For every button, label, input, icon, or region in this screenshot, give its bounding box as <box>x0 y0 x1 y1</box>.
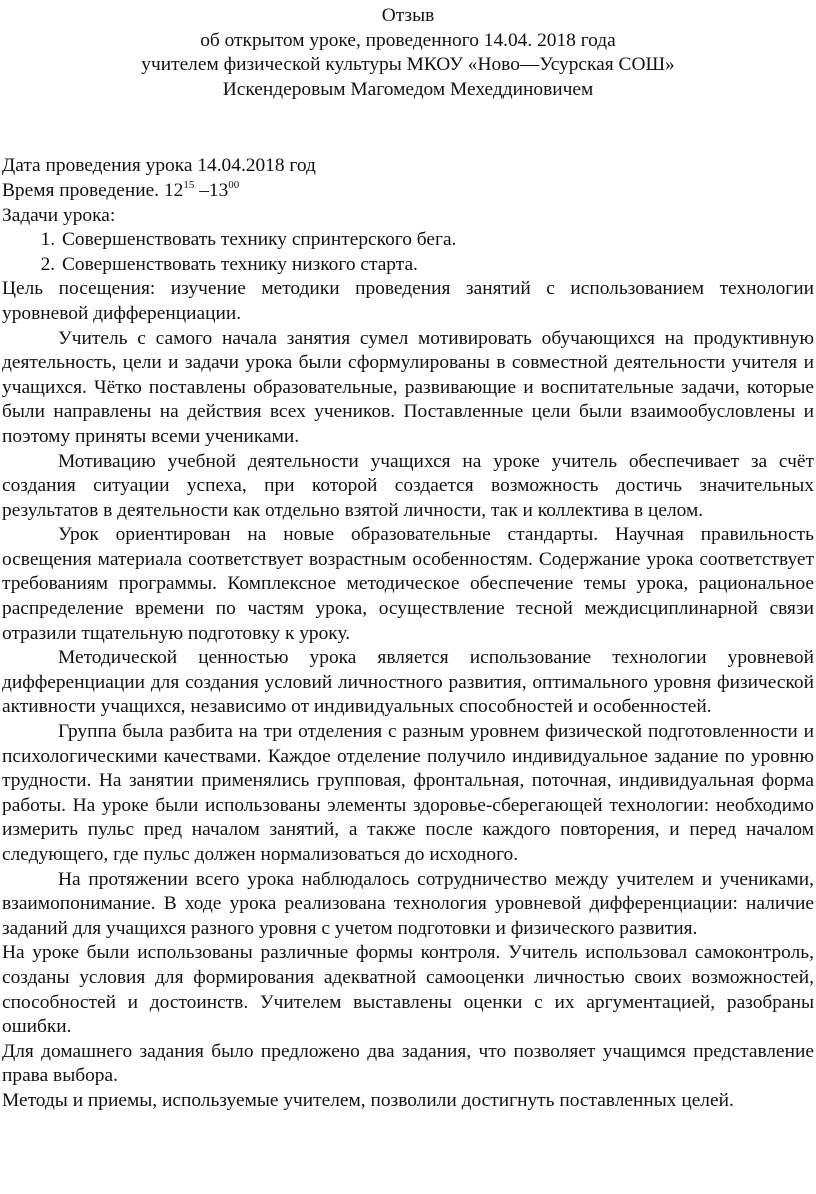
header-teacher-line: учителем физической культуры МКОУ «Ново—Усурская СОШ» <box>141 54 675 76</box>
lesson-time-end-minutes: 00 <box>228 178 240 191</box>
lesson-task-item: 1. Совершенствовать технику спринтерского бега. <box>60 228 814 253</box>
lesson-time-label: Время проведение. 12 <box>2 179 184 201</box>
methodical-value-paragraph: Методической ценностью урока является использование технологии уровневой дифференциации для создания условий личностного развития, оптимального уровня физической активности учащихся, независимо от индивидуальных способностей и особенностей. <box>2 647 814 718</box>
lesson-task-item: 2. Совершенствовать технику низкого старта. <box>60 253 814 278</box>
lesson-time-separator: –13 <box>194 179 229 201</box>
header-teacher-name: Искендеровым Магомедом Мехеддиновичем <box>222 78 594 100</box>
visit-purpose-paragraph: Цель посещения: изучение методики проведения занятий с использованием технологии уровневой дифференциации. <box>2 278 814 324</box>
standards-paragraph: Урок ориентирован на новые образовательные стандарты. Научная правильность освещения материала соответствует возрастным особенностям. Содержание урока соответствует требованиям программы. Комплексное методическое обеспечение темы урока, рациональное распределение времени по частям урока, осуществление тесной междисциплинарной связи отразили тщательную подготовку к уроку. <box>2 524 814 644</box>
learning-motivation-paragraph: Мотивацию учебной деятельности учащихся на уроке учитель обеспечивает за счёт создания ситуации успеха, при которой создается возможность достичь значительных результатов в деятельности как отдельно взятой личности, так и коллектива в целом. <box>2 450 814 521</box>
lesson-meta <box>2 154 814 277</box>
cooperation-paragraph: На протяжении всего урока наблюдалось сотрудничество между учителем и учениками, взаимопонимание. В ходе урока реализована технология уровневой дифференциации: наличие заданий для учащихся разного уровня с учетом подготовки и физического развития. <box>2 868 814 939</box>
homework-paragraph: Для домашнего задания было предложено два задания, что позволяет учащимся представление права выбора. <box>2 1040 814 1087</box>
conclusion-paragraph: Методы и приемы, используемые учителем, позволили достигнуть поставленных целей. <box>2 1089 734 1111</box>
spacer <box>2 102 814 154</box>
document-page <box>2 0 814 1114</box>
control-forms-paragraph: На уроке были использованы различные формы контроля. Учитель использовал самоконтроль, созданы условия для формирования адекватной самооценки личностью своих возможностей, способностей и достоинств. Учителем выставлены оценки с их аргументацией, разобраны ошибки. <box>2 942 814 1038</box>
group-work-paragraph: Группа была разбита на три отделения с разным уровнем физической подготовленности и психологическими качествами. Каждое отделение получило индивидуальное задание по уровню трудности. На занятии применялись групповая, фронтальная, поточная, индивидуальная форма работы. На уроке были использованы элементы здоровье-сберегающей технологии: необходимо измерить пульс пред началом занятий, а также после каждого повторения, и перед началом следующего, где пульс должен нормализоваться до исходного. <box>2 721 814 865</box>
document-header <box>2 4 814 102</box>
lesson-date: Дата проведения урока 14.04.2018 год <box>2 155 316 177</box>
header-subject-line: об открытом уроке, проведенного 14.04. 2018 года <box>200 29 616 51</box>
lesson-time <box>2 179 814 204</box>
lesson-tasks-label: Задачи урока: <box>2 204 116 226</box>
lesson-time-start-minutes: 15 <box>183 178 195 191</box>
document-title: Отзыв <box>381 5 435 26</box>
motivation-paragraph: Учитель с самого начала занятия сумел мотивировать обучающихся на продуктивную деятельность, цели и задачи урока были сформулированы в совместной деятельности учителя и учащихся. Чётко поставлены образовательные, развивающие и воспитательные задачи, которые были направлены на действия всех учеников. Поставленные цели были взаимообусловлены и поэтому приняты всеми учениками. <box>2 327 814 447</box>
lesson-tasks-list <box>2 228 814 277</box>
